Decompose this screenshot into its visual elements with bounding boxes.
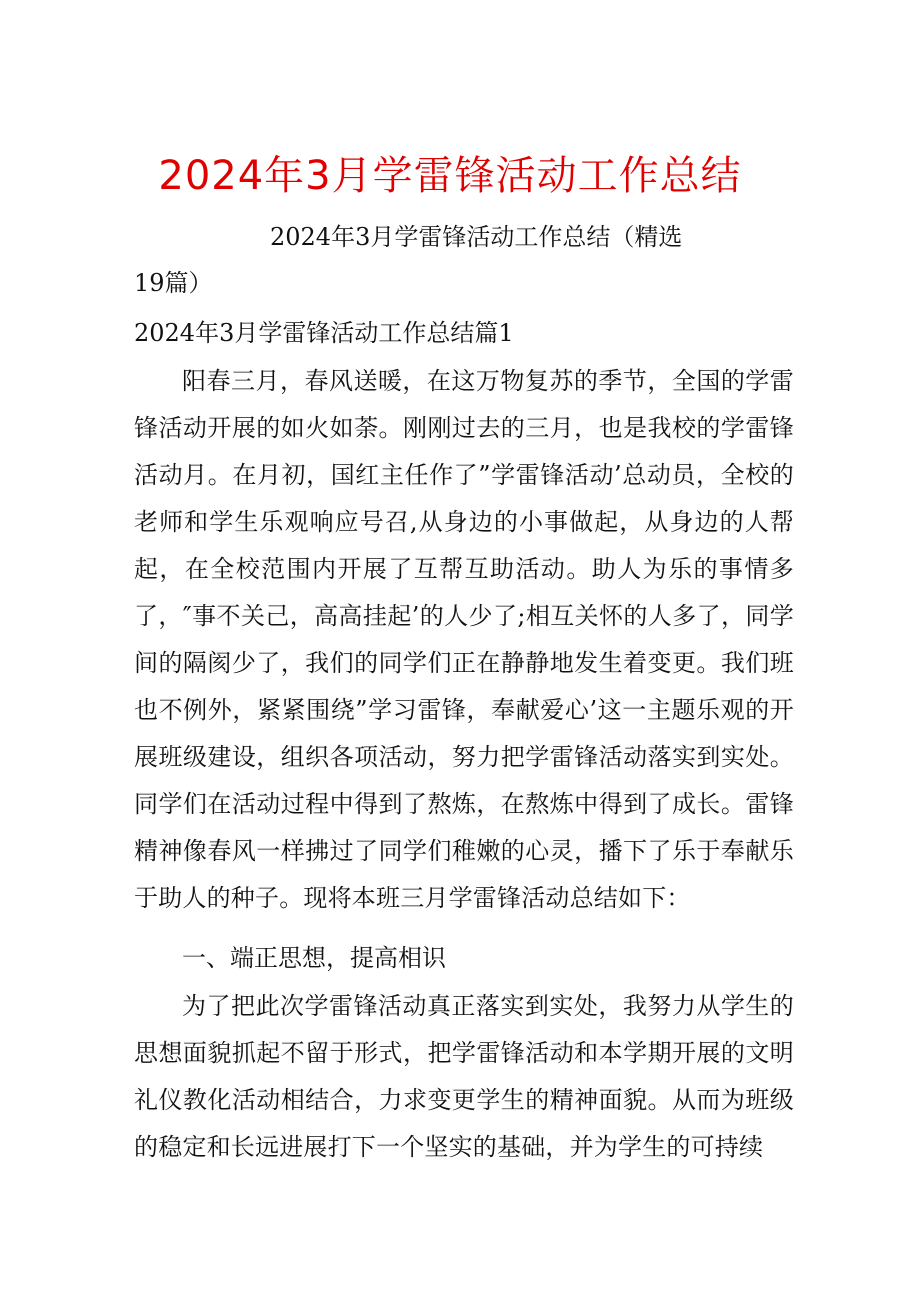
document-title: 2024年3月学雷锋活动工作总结 (158, 153, 742, 199)
paragraph-1: 阳春三月，春风送暖，在这万物复苏的季节，全国的学雷锋活动开展的如火如荼。刚刚过去的三月，也是我校的学雷锋活动月。在月初，国红主任作了”学雷锋活动’总动员，全校的老师和学生乐观响应号召,从身边的小事做起，从身边的人帮起，在全校范围内开展了互帮互助活动。助人为乐的事情多了，″事不关己，高高挂起’的人少了;相互关怀的人多了，同学间的隔阂少了，我们的同学们正在静静地发生着变更。我们班也不例外，紧紧围绕”学习雷锋，奉献爱心’这一主题乐观的开展班级建设，组织各项活动，努力把学雷锋活动落实到实处。同学们在活动过程中得到了熬炼，在熬炼中得到了成长。雷锋精神像春风一样拂过了同学们稚嫩的心灵，播下了乐于奉献乐于助人的种子。现将本班三月学雷锋活动总结如下： (134, 367, 794, 912)
heading-1: 一、端正思想，提高相识 (182, 944, 446, 972)
section-heading: 2024年3月学雷锋活动工作总结篇1 (134, 319, 514, 347)
subtitle-line-2: 19篇） (134, 269, 213, 297)
subtitle-line-1: 2024年3月学雷锋活动工作总结（精选 (270, 223, 683, 251)
paragraph-2: 为了把此次学雷锋活动真正落实到实处，我努力从学生的思想面貌抓起不留于形式，把学雷锋活动和本学期开展的文明礼仪教化活动相结合，力求变更学生的精神面貌。从而为班级的稳定和长远进展打下一个坚实的基础，并为学生的可持续 (134, 992, 794, 1161)
